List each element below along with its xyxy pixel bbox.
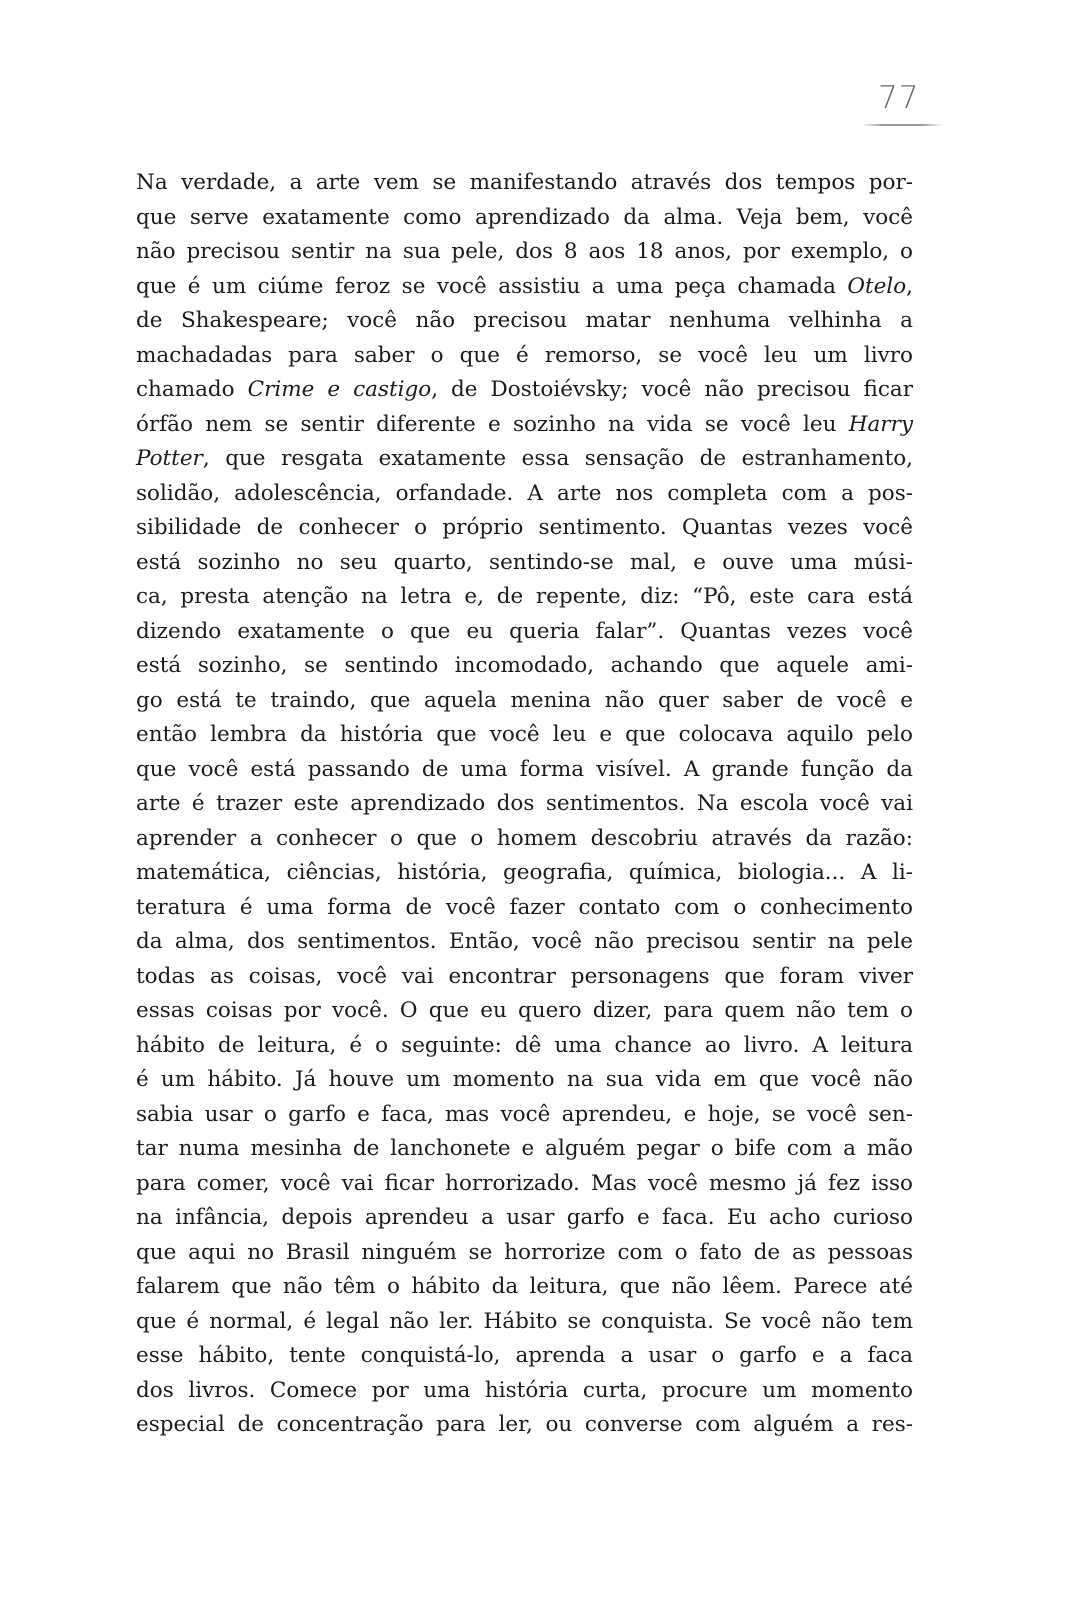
text-segment: , bbox=[906, 273, 913, 299]
text-line bbox=[136, 373, 913, 408]
text-segment: aprender a conhecer o que o homem descobriu através da razão: bbox=[136, 825, 913, 851]
text-segment: Na verdade, a arte vem se manifestando através dos tempos por- bbox=[136, 170, 913, 195]
text-segment: solidão, adolescência, orfandade. A arte nos completa com a pos- bbox=[136, 480, 913, 506]
text-segment: que é um ciúme feroz se você assistiu a uma peça chamada bbox=[136, 273, 848, 299]
text-line bbox=[136, 442, 913, 477]
text-segment: hábito de leitura, é o seguinte: dê uma chance ao livro. A leitura bbox=[136, 1032, 913, 1058]
page-number: 77 bbox=[878, 80, 920, 116]
work-title: Crime e castigo bbox=[247, 377, 432, 402]
text-segment: essas coisas por você. O que eu quero dizer, para quem não tem o bbox=[136, 998, 913, 1023]
text-segment: matemática, ciências, história, geografia, química, biologia... A li- bbox=[136, 860, 913, 885]
text-line bbox=[136, 1408, 913, 1443]
text-segment: para comer, você vai ficar horrorizado. Mas você mesmo já fez isso bbox=[136, 1170, 913, 1196]
text-line bbox=[136, 1132, 913, 1167]
text-segment: especial de concentração para ler, ou converse com alguém a res- bbox=[136, 1412, 913, 1437]
text-line bbox=[136, 925, 913, 960]
text-segment: que aqui no Brasil ninguém se horrorize com o fato de as pessoas bbox=[136, 1239, 913, 1265]
text-line bbox=[136, 960, 913, 995]
text-segment: falarem que não têm o hábito da leitura, que não lêem. Parece até bbox=[136, 1274, 913, 1299]
text-line bbox=[136, 1374, 913, 1409]
text-line bbox=[136, 1305, 913, 1340]
text-line bbox=[136, 1270, 913, 1305]
text-segment: que é normal, é legal não ler. Hábito se conquista. Se você não tem bbox=[136, 1308, 913, 1334]
text-line bbox=[136, 546, 913, 581]
text-segment: esse hábito, tente conquistá-lo, aprenda a usar o garfo e a faca bbox=[136, 1343, 913, 1368]
work-title: Potter bbox=[136, 446, 203, 471]
text-line bbox=[136, 1236, 913, 1271]
text-segment: não precisou sentir na sua pele, dos 8 aos 18 anos, por exemplo, o bbox=[136, 239, 913, 264]
text-line bbox=[136, 408, 913, 443]
text-segment: , que resgata exatamente essa sensação de estranhamento, bbox=[202, 446, 913, 471]
text-line bbox=[136, 1167, 913, 1202]
text-line bbox=[136, 856, 913, 891]
text-line bbox=[136, 270, 913, 305]
text-segment: arte é trazer este aprendizado dos sentimentos. Na escola você vai bbox=[136, 791, 913, 816]
text-line bbox=[136, 511, 913, 546]
text-segment: go está te traindo, que aquela menina não quer saber de você e bbox=[136, 687, 913, 713]
body-text bbox=[136, 166, 913, 1443]
text-line bbox=[136, 684, 913, 719]
text-segment: machadadas para saber o que é remorso, se você leu um livro bbox=[136, 342, 913, 368]
text-line bbox=[136, 1029, 913, 1064]
text-line bbox=[136, 822, 913, 857]
text-segment: tar numa mesinha de lanchonete e alguém pegar o bife com a mão bbox=[136, 1136, 913, 1161]
text-line bbox=[136, 1339, 913, 1374]
work-title: Otelo bbox=[847, 273, 907, 299]
text-segment: na infância, depois aprendeu a usar garfo e faca. Eu acho curioso bbox=[136, 1205, 913, 1230]
text-segment: teratura é uma forma de você fazer contato com o conhecimento bbox=[136, 894, 913, 920]
text-line bbox=[136, 304, 913, 339]
text-line bbox=[136, 1063, 913, 1098]
text-line bbox=[136, 166, 913, 201]
text-line bbox=[136, 1201, 913, 1236]
text-line bbox=[136, 1098, 913, 1133]
text-segment: está sozinho no seu quarto, sentindo-se mal, e ouve uma músi- bbox=[136, 549, 913, 575]
text-line bbox=[136, 477, 913, 512]
text-segment: dizendo exatamente o que eu queria falar”. Quantas vezes você bbox=[136, 618, 913, 644]
text-segment: ca, presta atenção na letra e, de repente, diz: “Pô, este cara está bbox=[136, 584, 913, 609]
text-segment: chamado bbox=[136, 377, 248, 402]
text-segment: sibilidade de conhecer o próprio sentimento. Quantas vezes você bbox=[136, 515, 913, 540]
text-segment: está sozinho, se sentindo incomodado, achando que aquele ami- bbox=[136, 653, 913, 678]
text-segment: é um hábito. Já houve um momento na sua vida em que você não bbox=[136, 1067, 913, 1092]
text-line bbox=[136, 718, 913, 753]
text-line bbox=[136, 994, 913, 1029]
text-line bbox=[136, 201, 913, 236]
text-segment: todas as coisas, você vai encontrar personagens que foram viver bbox=[136, 963, 913, 989]
text-line bbox=[136, 787, 913, 822]
text-line bbox=[136, 580, 913, 615]
text-line bbox=[136, 235, 913, 270]
text-segment: então lembra da história que você leu e que colocava aquilo pelo bbox=[136, 722, 913, 747]
text-line bbox=[136, 753, 913, 788]
text-segment: , de Dostoiévsky; você não precisou ficar bbox=[431, 377, 913, 402]
text-segment: que você está passando de uma forma visível. A grande função da bbox=[136, 756, 913, 782]
text-segment: órfão nem se sentir diferente e sozinho na vida se você leu bbox=[136, 411, 849, 437]
text-segment: de Shakespeare; você não precisou matar nenhuma velhinha a bbox=[136, 308, 913, 333]
text-segment: dos livros. Comece por uma história curta, procure um momento bbox=[136, 1377, 913, 1403]
text-line bbox=[136, 891, 913, 926]
text-segment: que serve exatamente como aprendizado da alma. Veja bem, você bbox=[136, 204, 913, 230]
text-segment: da alma, dos sentimentos. Então, você não precisou sentir na pele bbox=[136, 929, 913, 954]
page-number-rule bbox=[862, 124, 942, 126]
text-line bbox=[136, 339, 913, 374]
text-line bbox=[136, 649, 913, 684]
work-title: Harry bbox=[848, 411, 913, 437]
text-segment: sabia usar o garfo e faca, mas você aprendeu, e hoje, se você sen- bbox=[136, 1101, 913, 1127]
text-line bbox=[136, 615, 913, 650]
